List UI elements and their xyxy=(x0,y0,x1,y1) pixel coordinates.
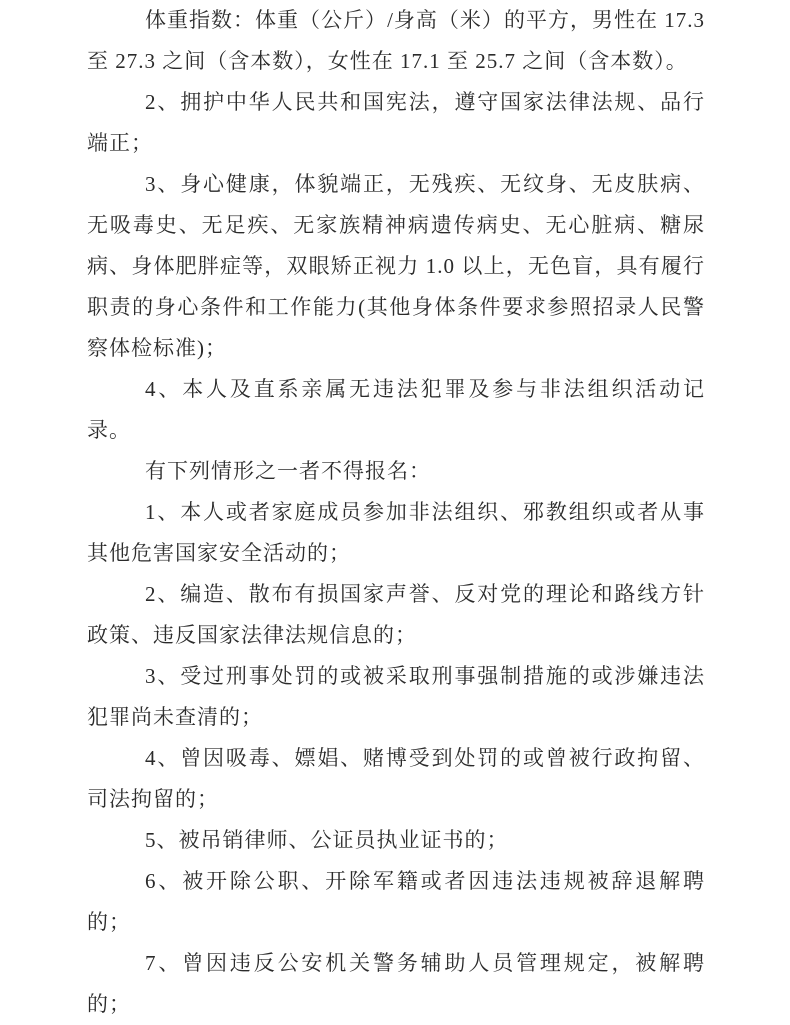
document-body xyxy=(87,0,705,1025)
paragraph: 2、拥护中华人民共和国宪法，遵守国家法律法规、品行端正； xyxy=(87,90,705,155)
paragraph: 7、曾因违反公安机关警务辅助人员管理规定，被解聘的； xyxy=(87,951,705,1016)
paragraph: 3、受过刑事处罚的或被采取刑事强制措施的或涉嫌违法犯罪尚未查清的； xyxy=(87,664,705,729)
paragraph: 有下列情形之一者不得报名： xyxy=(145,459,431,483)
paragraph: 4、本人及直系亲属无违法犯罪及参与非法组织活动记录。 xyxy=(87,377,705,442)
paragraph: 1、本人或者家庭成员参加非法组织、邪教组织或者从事其他危害国家安全活动的； xyxy=(87,500,705,565)
paragraph: 3、身心健康，体貌端正，无残疾、无纹身、无皮肤病、无吸毒史、无足疾、无家族精神病遗传病史、无心脏病、糖尿病、身体肥胖症等，双眼矫正视力 1.0 以上，无色盲，具有履行职责的身心条件和工作能力(其他身体条件要求参照招录人民警察体检标准)； xyxy=(87,172,705,360)
paragraph: 6、被开除公职、开除军籍或者因违法违规被辞退解聘的； xyxy=(87,869,705,934)
paragraph: 2、编造、散布有损国家声誉、反对党的理论和路线方针政策、违反国家法律法规信息的； xyxy=(87,582,705,647)
paragraph: 4、曾因吸毒、嫖娼、赌博受到处罚的或曾被行政拘留、司法拘留的； xyxy=(87,746,705,811)
paragraph: 5、被吊销律师、公证员执业证书的； xyxy=(145,828,509,852)
paragraph: 体重指数：体重（公斤）/身高（米）的平方，男性在 17.3 至 27.3 之间（含本数），女性在 17.1 至 25.7 之间（含本数）。 xyxy=(87,8,705,73)
